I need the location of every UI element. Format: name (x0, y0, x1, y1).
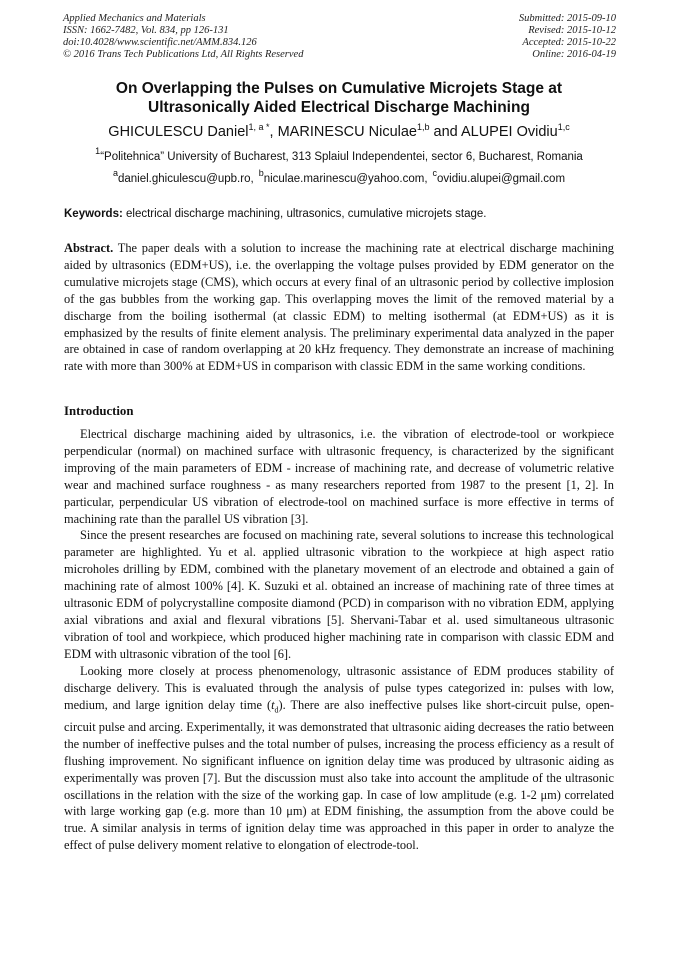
author-3-affil: 1,c (557, 122, 570, 132)
affiliation-text: “Politehnica” University of Bucharest, 313 Splaiul Independentei, sector 6, Bucharest, Romania (100, 151, 583, 163)
keywords-text: electrical discharge machining, ultrasonics, cumulative microjets stage. (126, 208, 487, 220)
author-1: GHICULESCU Daniel (108, 124, 249, 140)
paragraph-text: ). There are also ineffective pulses like short-circuit pulse, open-circuit pulse and arcing. Experimentally, it was demonstrated that ultrasonic aiding decreases the ratio between the number of ineffective pulses and the total number of pulses, increasing the process efficiency as a result of flushing improvement. No significant influence on ignition delay time was produced by ultrasonic aiding as experimentally was proven [7]. But the discussion must also take into account the amplitude of the ultrasonic oscillations in the relation with the size of the working gap. In case of low amplitude (e.g. 1-2 μm) correlated with large working gap (e.g. more than 10 μm) at EDM finishing, the assumption from the above could be true. A similar analysis in terms of ignition delay time was approached in this paper in order to analyze the effect of pulse delivery moment relative to elongation of electrode-tool. (64, 697, 614, 853)
email-a[interactable]: daniel.ghiculescu@upb.ro, (117, 173, 254, 185)
symbol-td: t (271, 697, 275, 712)
author-2: MARINESCU Niculae (277, 124, 417, 140)
date-submitted: Submitted: 2015-09-10 (518, 13, 616, 24)
author-2-affil: 1,b (417, 122, 430, 132)
keywords (64, 207, 614, 221)
symbol-td-subscript: d (274, 704, 279, 714)
email-marker-b: b (258, 168, 264, 178)
affiliation (40, 146, 638, 164)
affiliation-marker: 1 (95, 146, 101, 156)
journal-copyright: © 2016 Trans Tech Publications Ltd, All Rights Reserved (63, 49, 304, 60)
author-emails (40, 168, 638, 186)
section-heading-introduction: Introduction (64, 404, 134, 418)
journal-info (63, 13, 303, 61)
email-marker-a: a (112, 168, 118, 178)
email-c[interactable]: ovidiu.alupei@gmail.com (437, 173, 566, 185)
journal-issn: ISSN: 1662-7482, Vol. 834, pp 126-131 (63, 25, 229, 36)
author-separator: and (429, 124, 461, 140)
paragraph-text: Looking more closely at process phenomenology, ultrasonic assistance of EDM produces stability of discharge delivery. This is evaluated through the analysis of pulse types categorized in: pulses with low, medium, and large ignition delay time ( (64, 663, 614, 712)
abstract (64, 240, 614, 375)
title-line-1: On Overlapping the Pulses on Cumulative Microjets Stage at (115, 80, 563, 97)
abstract-label: Abstract. (64, 241, 114, 255)
journal-doi: doi:10.4028/www.scientific.net/AMM.834.126 (63, 37, 257, 48)
email-b[interactable]: niculae.marinescu@yahoo.com, (263, 173, 428, 185)
date-accepted: Accepted: 2015-10-22 (522, 37, 616, 48)
introduction-body (64, 426, 614, 854)
paper-title (50, 79, 628, 117)
author-list (40, 123, 638, 141)
date-online: Online: 2016-04-19 (532, 49, 616, 60)
paragraph: Electrical discharge machining aided by ultrasonics, i.e. the vibration of electrode-tool or workpiece perpendicular (normal) on machined surface with ultrasonic frequency, is characterized by the significant improving of the main parameters of EDM - increase of machining rate, and decrease of volumetric relative wear and machined surface roughness - as many researchers reported from 1987 to the present [1, 2]. In particular, perpendicular US vibration of electrode-tool on machined surface is more effective in terms of machining rate than the parallel US vibration [3]. (64, 427, 614, 526)
date-revised: Revised: 2015-10-12 (528, 25, 616, 36)
title-line-2: Ultrasonically Aided Electrical Discharge Machining (148, 99, 530, 116)
author-3: ALUPEI Ovidiu (460, 124, 558, 140)
paragraph: Since the present researches are focused on machining rate, several solutions to increase this technological parameter are highlighted. Yu et al. applied ultrasonic vibration to the workpiece at high aspect ratio microholes drilling by EDM, combined with the planetary movement of an electrode and obtained a gain of machining rate of almost 100% [4]. K. Suzuki et al. obtained an increase of machining rate of three times at ultrasonic EDM of polycrystalline composite diamond (PCD) in comparison with no vibration EDM, applying axial vibrations and axial and flexural vibrations [5]. Shervani-Tabar et al. used simultaneous ultrasonic vibration of tool and workpiece, which produced higher machining rate in comparison with classic EDM and EDM with ultrasonic vibration of the tool [6]. (64, 528, 614, 661)
submission-dates (519, 13, 616, 61)
journal-name: Applied Mechanics and Materials (63, 13, 206, 24)
keywords-label: Keywords: (64, 208, 123, 220)
author-separator: , (269, 124, 278, 140)
paragraph (64, 663, 614, 854)
author-1-affil: 1, a * (248, 122, 270, 132)
abstract-text: The paper deals with a solution to increase the machining rate at electrical discharge machining aided by ultrasonics (EDM+US), i.e. the overlapping the voltage pulses provided by EDM generator on the cumulative microjets stage (CMS), which occurs at every final of an ultrasonic period by collective implosion of the gas bubbles from the working gap. This overlapping moves the limit of the removed material by a discharge from the boiling isothermal (at classic EDM) to melting isothermal (at EDM+US) as it is emphasized by the results of finite element analysis. The preliminary experimental data analyzed in the paper are obtained in case of random overlapping at 20 kHz frequency. They demonstrate an increase of machining rate with more than 300% at EDM+US in comparison with classic EDM in the same working conditions. (64, 241, 615, 374)
email-marker-c: c (432, 168, 438, 178)
